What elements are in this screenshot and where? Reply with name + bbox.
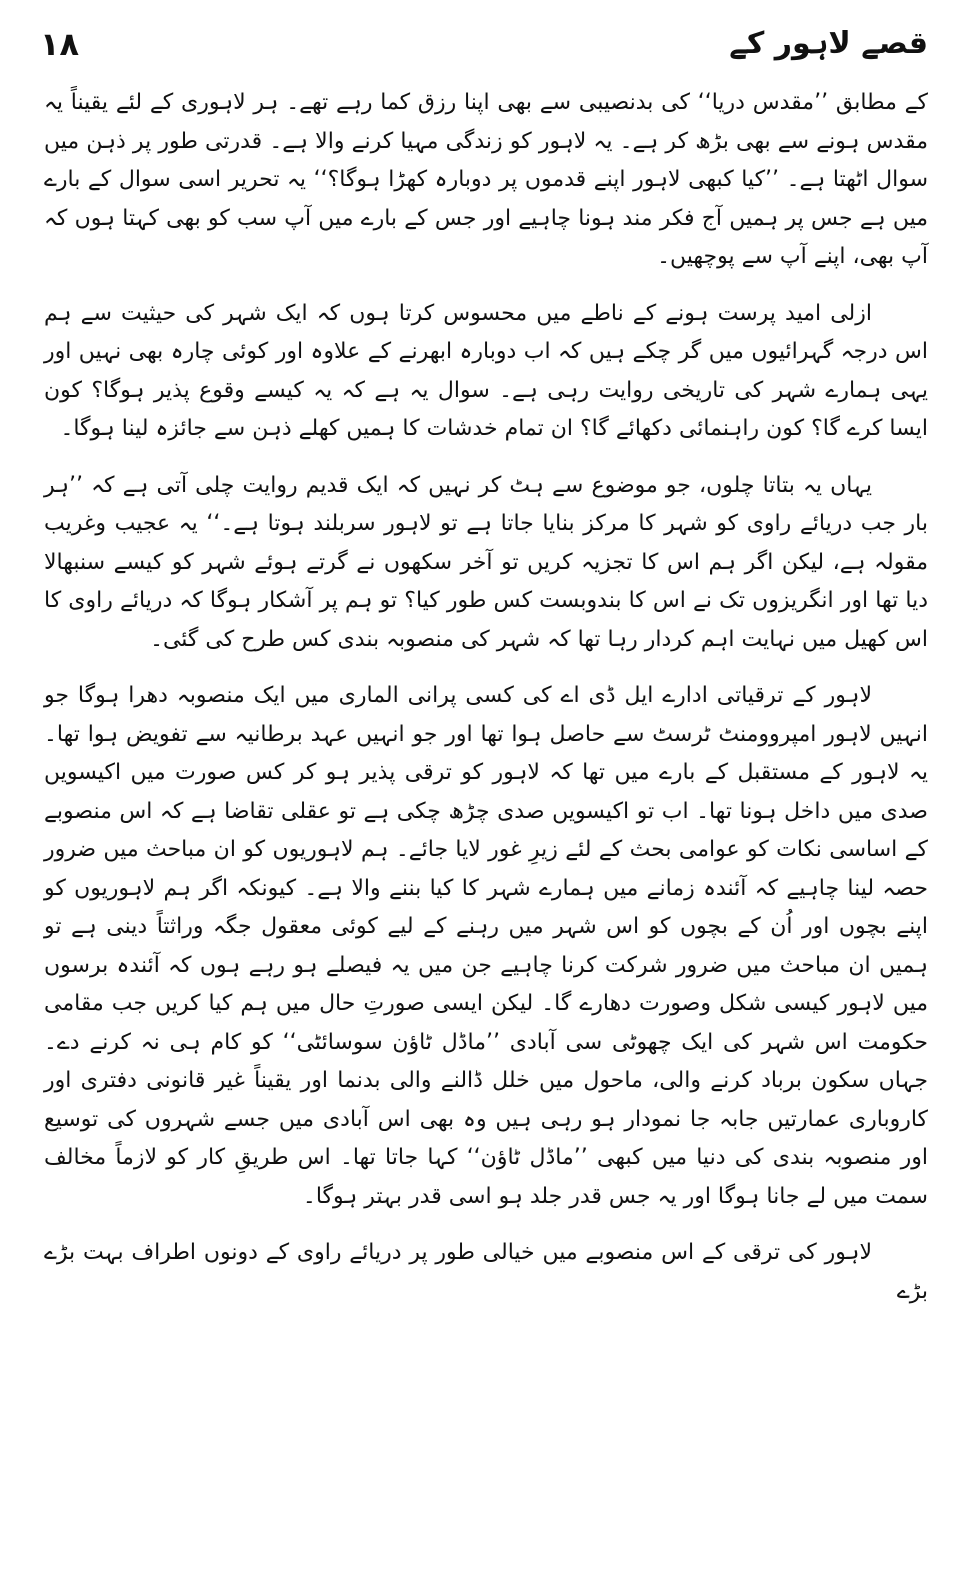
paragraph: ازلی امید پرست ہونے کے ناطے میں محسوس کرتا ہوں کہ ایک شہر کی حیثیت سے ہم اس درجہ گہرائیوں میں گر چکے ہیں کہ اب دوبارہ ابھرنے کے علاوہ اور کوئی چارہ بھی نہیں اور یہی ہمارے شہر کی تاریخی روایت رہی ہے۔ سوال یہ ہے کہ یہ کیسے وقوع پذیر ہوگا؟ کون ایسا کرے گا؟ کون راہنمائی دکھائے گا؟ ان تمام خدشات کا ہمیں کھلے ذہن سے جائزہ لینا ہوگا۔ bbox=[44, 300, 928, 441]
paragraph: یہاں یہ بتاتا چلوں، جو موضوع سے ہٹ کر نہیں کہ ایک قدیم روایت چلی آتی ہے کہ ’’ہر بار جب دریائے راوی کو شہر کا مرکز بنایا جاتا ہے تو لاہور سربلند ہوتا ہے۔‘‘ یہ عجیب وغریب مقولہ ہے، لیکن اگر ہم اس کا تجزیہ کریں تو آخر سکھوں نے گرتے ہوئے شہر کو کیسے سنبھالا دیا تھا اور انگریزوں تک نے اس کا بندوبست کس طور کیا؟ تو ہم پر آشکار ہوگا کہ دریائے راوی کا اس کھیل میں نہایت اہم کردار رہا تھا کہ شہر کی منصوبہ بندی کس طرح کی گئی۔ bbox=[44, 472, 928, 652]
running-title: قصے لاہور کے bbox=[729, 26, 928, 61]
paragraph: کے مطابق ’’مقدس دریا‘‘ کی بدنصیبی سے بھی اپنا رزق کما رہے تھے۔ ہر لاہوری کے لئے یقیناً یہ مقدس ہونے سے بھی بڑھ کر ہے۔ یہ لاہور کو زندگی مہیا کرنے والا ہے۔ قدرتی طور پر ذہن میں سوال اٹھتا ہے۔ ’’کیا کبھی لاہور اپنے قدموں پر دوبارہ کھڑا ہوگا؟‘‘ یہ تحریر اسی سوال کے بارے میں ہے جس پر ہمیں آج فکر مند ہونا چاہیے اور جس کے بارے میں آپ سب کو بھی کہتا ہوں کہ آپ بھی، اپنے آپ سے پوچھیں۔ bbox=[44, 90, 928, 269]
page-number: ۱۸ bbox=[40, 25, 80, 63]
page-header bbox=[40, 16, 928, 70]
body-text bbox=[44, 84, 928, 1329]
paragraph: لاہور کے ترقیاتی ادارے ایل ڈی اے کی کسی پرانی الماری میں ایک منصوبہ دھرا ہوگا جو انہیں لاہور امپروومنٹ ٹرسٹ سے حاصل ہوا تھا اور جو انہیں عہد برطانیہ سے تفویض ہوا تھا۔ یہ لاہور کے مستقبل کے بارے میں تھا کہ لاہور کو ترقی پذیر ہو کر کس صورت میں اکیسویں صدی میں داخل ہونا تھا۔ اب تو اکیسویں صدی چڑھ چکی ہے تو عقلی تقاضا ہے کہ اس منصوبے کے اساسی نکات کو عوامی بحث کے لئے زیرِ غور لایا جائے۔ ہم لاہوریوں کو ان مباحث میں ضرور حصہ لینا چاہیے کہ آئندہ زمانے میں ہمارے شہر کا کیا بننے والا ہے۔ کیونکہ اگر ہم لاہوریوں کو اپنے بچوں اور اُن کے بچوں کو اس شہر میں رہنے کے لیے کوئی معقول جگہ وراثتاً دینی ہے تو ہمیں ان مباحث میں ضرور شرکت کرنا چاہیے جن میں یہ فیصلے ہو رہے ہوں کہ آئندہ برسوں میں لاہور کیسی شکل وصورت دھارے گا۔ لیکن ایسی صورتِ حال میں ہم کیا کریں جب مقامی حکومت اس شہر کی ایک چھوٹی سی آبادی ’’ماڈل ٹاؤن سوسائٹی‘‘ کو کام ہی نہ کرنے دے۔ جہاں سکون برباد کرنے والی، ماحول میں خلل ڈالنے والی بدنما اور یقیناً غیر قانونی دفتری اور کاروباری عمارتیں جابہ جا نمودار ہو رہی ہیں وہ بھی اس آبادی میں جسے شہروں کی توسیع اور منصوبہ بندی کی دنیا میں کبھی ’’ماڈل ٹاؤن‘‘ کہا جاتا تھا۔ اس طریقِ کار کو لازماً مخالف سمت میں لے جانا ہوگا اور یہ جس قدر جلد ہو اسی قدر بہتر ہوگا۔ bbox=[44, 683, 928, 1209]
paragraph: لاہور کی ترقی کے اس منصوبے میں خیالی طور پر دریائے راوی کے دونوں اطراف بہت بڑے بڑے bbox=[44, 1240, 928, 1304]
